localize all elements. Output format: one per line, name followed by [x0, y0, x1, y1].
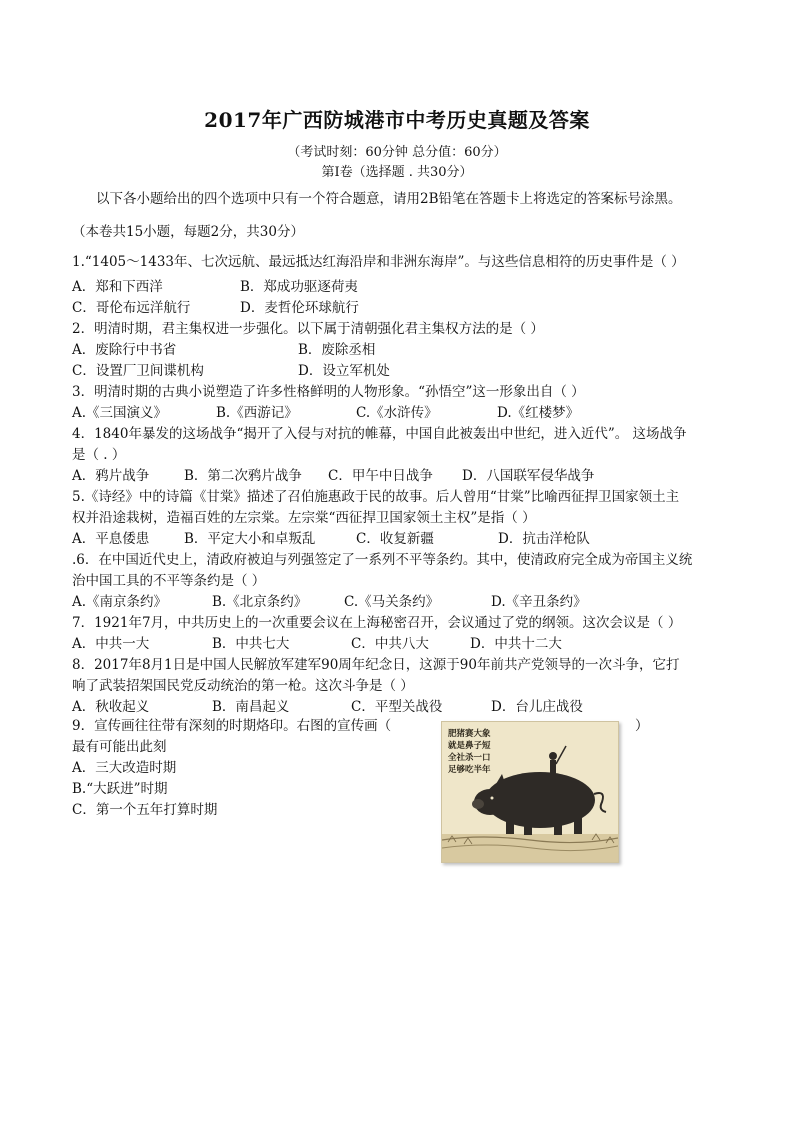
question-1: 1.“1405～1433年、七次远航、最远抵达红海沿岸和非洲东海岸”。与这些信息相符的历史事件是（ ） — [72, 254, 685, 270]
question-8-line-2: 响了武装招架国民党反动统治的第一枪。这次斗争是（ ） — [72, 678, 414, 694]
q2-option-c[interactable]: C．设置厂卫间谍机构 — [72, 363, 204, 379]
q5-option-c[interactable]: C．收复新疆 — [356, 531, 434, 547]
q1-option-b[interactable]: B．郑成功驱逐荷夷 — [240, 279, 358, 295]
q2-option-a[interactable]: A．废除行中书省 — [72, 342, 177, 358]
q4-option-a[interactable]: A．鸦片战争 — [72, 468, 150, 484]
q8-option-a[interactable]: A．秋收起义 — [72, 699, 150, 715]
q2-option-d[interactable]: D．设立军机处 — [298, 363, 390, 379]
q5-option-b[interactable]: B．平定大小和卓叛乱 — [184, 531, 316, 547]
q9-option-b[interactable]: B.“大跃进”时期 — [72, 781, 168, 797]
question-8-line-1: 8．2017年8月1日是中国人民解放军建军90周年纪念日，这源于90年前共产党领导的一次斗争，它打 — [72, 657, 680, 673]
q9-option-c[interactable]: C．第一个五年打算时期 — [72, 802, 218, 818]
q9-option-a[interactable]: A．三大改造时期 — [72, 760, 177, 776]
question-5-line-2: 权并沿途栽树，造福百姓的左宗棠。左宗棠“西征捍卫国家领土主权”是指（ ） — [72, 510, 536, 526]
q2-option-b[interactable]: B．废除丞相 — [298, 342, 376, 358]
question-7: 7．1921年7月，中共历史上的一次重要会议在上海秘密召开，会议通过了党的纲领。这次会议是（ ） — [72, 615, 682, 631]
section-heading: 第Ⅰ卷（选择题 . 共30分） — [321, 165, 473, 180]
question-5-line-1: 5.《诗经》中的诗篇《甘棠》描述了召伯施惠政于民的故事。后人曾用“甘棠”比喻西征捍卫国家领土主 — [72, 489, 680, 505]
q6-option-b[interactable]: B.《北京条约》 — [212, 594, 308, 610]
q5-option-d[interactable]: D．抗击洋枪队 — [498, 531, 590, 547]
q8-option-c[interactable]: C．平型关战役 — [351, 699, 443, 715]
q1-option-a[interactable]: A．郑和下西洋 — [72, 279, 163, 295]
instruction-text: 以下各小题给出的四个选项中只有一个符合题意，请用2B铅笔在答题卡上将选定的答案标号涂黑。 — [96, 191, 682, 207]
poster-caption: 肥猪赛大象 就是鼻子短 全社杀一口 足够吃半年 — [448, 729, 491, 775]
question-6-line-2: 治中国工具的不平等条约是（ ） — [72, 573, 266, 589]
question-6-line-1: .6．在中国近代史上，清政府被迫与列强签定了一系列不平等条约。其中，使清政府完全成为帝国主义统 — [72, 552, 693, 568]
question-3: 3．明清时期的古典小说塑造了许多性格鲜明的人物形象。“孙悟空”这一形象出自（ ） — [72, 384, 585, 400]
q7-option-b[interactable]: B．中共七大 — [212, 636, 290, 652]
page-title: 2017年广西防城港市中考历史真题及答案 — [204, 108, 590, 132]
q8-option-b[interactable]: B．南昌起义 — [212, 699, 290, 715]
question-4-line-2: 是（ . ） — [72, 447, 126, 463]
q3-option-b[interactable]: B.《西游记》 — [216, 405, 298, 421]
q6-option-c[interactable]: C.《马关条约》 — [344, 594, 440, 610]
q8-option-d[interactable]: D．台儿庄战役 — [491, 699, 583, 715]
q4-option-b[interactable]: B．第二次鸦片战争 — [184, 468, 302, 484]
q4-option-c[interactable]: C．甲午中日战争 — [328, 468, 433, 484]
q7-option-d[interactable]: D．中共十二大 — [470, 636, 562, 652]
question-2: 2．明清时期，君主集权进一步强化。以下属于清朝强化君主集权方法的是（ ） — [72, 321, 544, 337]
propaganda-poster-image — [441, 721, 619, 863]
question-4-line-1: 4．1840年暴发的这场战争“揭开了入侵与对抗的帷幕，中国自此被轰出中世纪，进入近代”。 这场战争 — [72, 426, 687, 442]
q3-option-a[interactable]: A.《三国演义》 — [72, 405, 168, 421]
exam-info: （考试时刻：60分钟 总分值：60分） — [287, 145, 507, 160]
q3-option-d[interactable]: D.《红楼梦》 — [497, 405, 580, 421]
q4-option-d[interactable]: D．八国联军侵华战争 — [462, 468, 595, 484]
q1-option-d[interactable]: D．麦哲伦环球航行 — [240, 300, 359, 316]
q6-option-d[interactable]: D.《辛丑条约》 — [491, 594, 587, 610]
question-9-line-2: 最有可能出此刻 — [72, 739, 167, 755]
q5-option-a[interactable]: A．平息倭患 — [72, 531, 150, 547]
question-9-close-paren: ） — [635, 718, 649, 734]
question-9-line-1: 9．宣传画往往带有深刻的时期烙印。右图的宣传画（ — [72, 718, 392, 734]
q7-option-c[interactable]: C．中共八大 — [351, 636, 429, 652]
q7-option-a[interactable]: A．中共一大 — [72, 636, 150, 652]
q1-option-c[interactable]: C．哥伦布远洋航行 — [72, 300, 191, 316]
section-note: （本卷共15小题，每题2分，共30分） — [72, 224, 304, 240]
q6-option-a[interactable]: A.《南京条约》 — [72, 594, 168, 610]
q3-option-c[interactable]: C.《水浒传》 — [356, 405, 438, 421]
